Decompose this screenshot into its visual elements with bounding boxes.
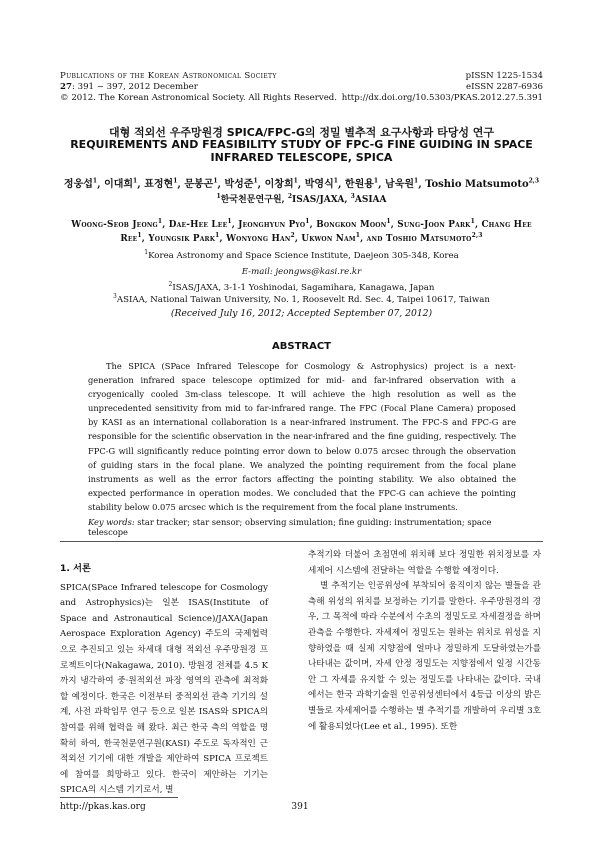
author-name: Ukwon Nam xyxy=(301,234,356,244)
author-name: Youngsik Park xyxy=(148,234,216,244)
author-affil-sup: 1 xyxy=(227,218,232,226)
paragraph: 별 추적기는 인공위성에 부착되어 움직이지 않는 별들을 관측해 위성의 위치를 보정하는 기기를 말한다. 우주망원경의 경우, 그 목적에 따라 수분에서 수초의 정밀도로 자세결정을 하며 관측을 수행한다. 자세제어 정밀도는 원하는 위치로 위성을 지향하였을 때 실제 지향점에 얼마나 정밀하게 도달하였는가를 나타내는 값이며, 자세 안정 정밀도는 지향점에서 일정 시간동안 그 자세를 유지할 수 있는 정밀도를 나타내는 값이다. 국내에서는 한국 과학기술원 인공위성센터에서 4등급 이상의 밝은 별들로 자세제어를 수행하는 별 추적기를 개발하여 우리별 3호에 활용되었다(Lee et al., 1995). 또한 xyxy=(308,581,541,732)
author-name: 이창희 xyxy=(264,179,294,190)
affil-ko-2: ISAS/JAXA xyxy=(292,195,345,205)
authors-english xyxy=(60,218,543,246)
footer-rule xyxy=(60,797,178,798)
abstract-text: The SPICA (SPace Infrared Telescope for Cosmology & Astrophysics) project is a next-generation infrared space telescope optimized for mid- and far-infrared observation with a cryogenically cooled 3m-class telescope. It will achieve the high resolution as well as the unprecedented sensitivity from mid to far-infrared range. The FPC (Focal Plane Camera) proposed by KASI as an international collaboration is a near-infrared instrument. The FPC-S and FPC-G are responsible for the scientific observation in the near-infrared and the fine guiding, respectively. The FPC-G will significantly reduce pointing error down to below 0.075 arcsec through the observation of guiding stars in the focal plane. We analyzed the pointing requirement from the focal plane instruments as well as the error factors affecting the pointing stability. We also obtained the expected performance in operation modes. We concluded that the FPC-G can achieve the pointing stability below 0.075 arcsec which is the requirement from the focal plane instruments. xyxy=(88,361,516,512)
author-affil-sup: 1 xyxy=(213,177,218,185)
author-name: 남욱원 xyxy=(385,179,415,190)
affil-ko-1: 한국천문연구원 xyxy=(220,195,282,205)
author-affil-sup: 1 xyxy=(293,177,298,185)
author-name: 이대희 xyxy=(104,179,134,190)
author-affil-sup: 1 xyxy=(157,218,163,226)
title-english-line2: INFRARED TELESCOPE, SPICA xyxy=(210,151,393,164)
author-affil-sup: 2,3 xyxy=(528,177,540,185)
author-affil-sup: 2 xyxy=(290,232,295,240)
author-affil-sup: 1 xyxy=(333,177,338,185)
author-name: 박성준 xyxy=(224,179,254,190)
author-name: Jeonghyun Pyo xyxy=(238,220,306,230)
affiliation-2: $^2$ISAS/JAXA, 3-1-1 Yoshinodai, Sagamihara, Kanagawa, Japan xyxy=(168,281,435,293)
journal-name: Publications of the Korean Astronomical Society xyxy=(60,71,277,81)
authors-english-line2: Ree$^1$, Youngsik Park$^1$, Wonyong Han$^2$, Ukwon Nam$^1$, and Toshio Matsumoto$^{2,3}$ xyxy=(120,232,483,244)
copyright: © 2012. The Korean Astronomical Society. All Rights Reserved. xyxy=(60,93,338,103)
title-english xyxy=(60,138,543,164)
author-name: 한원용 xyxy=(344,179,374,190)
author-affil-sup: 1 xyxy=(137,232,142,240)
keywords xyxy=(88,517,516,537)
page-number: 391 xyxy=(291,802,309,812)
author-affil-sup: 1 xyxy=(253,177,258,185)
doi: http://dx.doi.org/10.5303/PKAS.2012.27.5.391 xyxy=(341,93,543,103)
author-affil-sup: 1 xyxy=(215,232,220,240)
left-column xyxy=(60,561,268,799)
eissn: eISSN 2287-6936 xyxy=(466,82,543,92)
section-heading: 1. 서론 xyxy=(60,563,91,574)
section-divider xyxy=(60,541,543,542)
pages: : 391 ~ 397, 2012 December xyxy=(71,82,198,92)
title-korean: 대형 적외선 우주망원경 SPICA/FPC-G의 정밀 별추적 요구사항과 타당성 연구 xyxy=(108,126,495,139)
author-affil-sup: 1 xyxy=(414,177,419,185)
affiliations-korean: $^1$한국천문연구원, $^2$ISAS/JAXA, $^3$ASIAA xyxy=(216,193,387,205)
author-affil-sup: 1 xyxy=(355,232,361,240)
author-name: Ree xyxy=(120,234,138,244)
affiliation-1: $^1$Korea Astronomy and Space Science Institute, Daejeon 305-348, Korea xyxy=(144,249,459,261)
author-affil-sup: 1 xyxy=(133,177,138,185)
author-affil-sup: 1 xyxy=(373,177,379,185)
author-affil-sup: 1 xyxy=(470,218,475,226)
author-name: and Toshio Matsumoto xyxy=(366,234,472,244)
volume: 27 xyxy=(60,82,72,92)
author-name: 표정현 xyxy=(144,179,174,190)
author-affil-sup: 2,3 xyxy=(471,232,483,240)
author-affil-sup: 1 xyxy=(173,177,178,185)
pissn: pISSN 1225-1534 xyxy=(465,71,543,81)
right-column xyxy=(308,548,541,735)
received-dates: (Received July 16, 2012; Accepted September 07, 2012) xyxy=(170,308,433,319)
keywords-text: star tracker; star sensor; observing simulation; fine guiding: instrumentation; space telescope xyxy=(88,517,492,537)
affiliation-3: $^3$ASIAA, National Taiwan University, No. 1, Roosevelt Rd. Sec. 4, Taipei 10617, Taiwan xyxy=(113,293,490,305)
keywords-label: Key words: xyxy=(88,517,135,527)
volume-pages xyxy=(60,82,198,93)
author-name: Wonyong Han xyxy=(226,234,291,244)
author-name: 정웅섭 xyxy=(63,179,93,190)
affil-ko-3: ASIAA xyxy=(354,195,387,205)
author-name: Chang Hee xyxy=(481,220,532,230)
author-affil-sup: 1 xyxy=(305,218,310,226)
author-name: Dae-Hee Lee xyxy=(168,220,228,230)
author-name: Sung-Joon Park xyxy=(397,220,471,230)
abstract-heading: ABSTRACT xyxy=(272,341,331,352)
title-english-line1: REQUIREMENTS AND FEASIBILITY STUDY OF FPC-G FINE GUIDING IN SPACE xyxy=(70,138,533,151)
paragraph: SPICA(SPace Infrared telescope for Cosmology and Astrophysics)는 일본 ISAS(Institute of Space and Astronautical Science)/JAXA(Japan Aerospace Exploration Agency) 주도의 국제협력으로 추진되고 있는 차세대 대형 적외선 우주망원경 프로젝트이다(Nakagawa, 2010). 방원경 전체를 4.5 K까지 냉각하여 중·원적외선 파장 영역의 관측에 최적화할 예정이다. 한국은 이전부터 중적외선 관측 기기의 설계, 사전 과학임무 연구 등으로 일본 ISAS와 SPICA의 참여를 위해 협력을 해 왔다. 최근 한국 측의 역할을 명확히 하여, 한국천문연구원(KASI) 주도로 독자적인 근적외선 기기에 대한 개발을 제안하여 SPICA 프로젝트에 참여를 희망하고 있다. 한국이 제안하는 기기는 SPICA의 시스템 기기로서, 별 xyxy=(60,582,268,796)
authors-english-line1: Woong-Seob Jeong$^1$, Dae-Hee Lee$^1$, Jeonghyun Pyo$^1$, Bongkon Moon$^1$, Sung-Joon Park$^1$, Chang Hee xyxy=(71,218,532,230)
author-name: 문봉곤 xyxy=(184,179,214,190)
email: E-mail: jeongws@kasi.re.kr xyxy=(241,267,362,277)
author-affil-sup: 1 xyxy=(92,177,98,185)
author-name: Woong-Seob Jeong xyxy=(71,220,158,230)
author-name: Bongkon Moon xyxy=(316,220,387,230)
paragraph: 추적기와 더불어 초점면에 위치해 보다 정밀한 위치정보를 자세제어 시스템에 전달하는 역할을 수행할 예정이다. xyxy=(308,550,541,576)
authors-korean: 정웅섭$^1$, 이대희$^1$, 표정현$^1$, 문봉곤$^1$, 박성준$^1$, 이창희$^1$, 박영식$^1$, 한원용$^1$, 남욱원$^1$, Toshio Matsumoto$^{2,3}$ xyxy=(63,177,540,190)
footer-url[interactable]: http://pkas.kas.org xyxy=(60,802,146,812)
author-name: 박영식 xyxy=(304,179,334,190)
author-name: Toshio Matsumoto xyxy=(425,179,529,190)
author-affil-sup: 1 xyxy=(386,218,391,226)
